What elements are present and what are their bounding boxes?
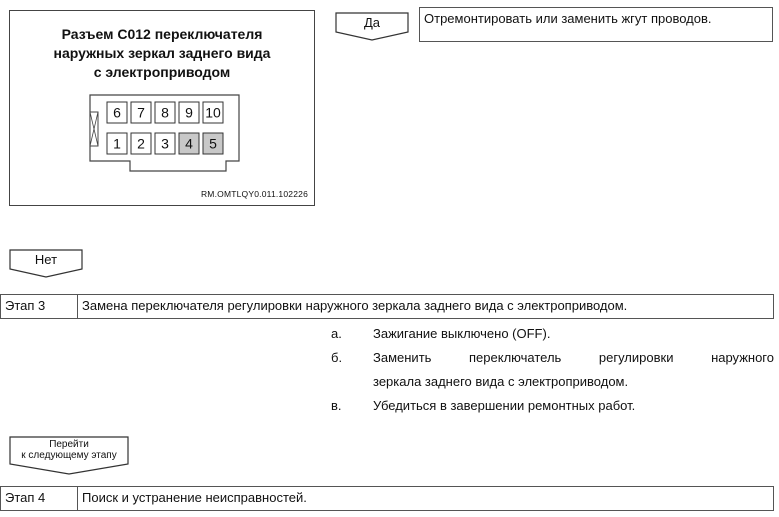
step-4-title: Поиск и устранение неисправностей. xyxy=(82,490,307,505)
pin-10-label: 10 xyxy=(205,104,221,121)
yes-result-text: Отремонтировать или заменить жгут проводов. xyxy=(419,7,773,42)
yes-button[interactable] xyxy=(335,12,409,42)
instruction-letter-c: в. xyxy=(331,398,342,413)
instruction-letter-b: б. xyxy=(331,350,343,365)
pin-5-label: 5 xyxy=(209,135,217,152)
next-step-button[interactable] xyxy=(9,436,129,476)
step-3-number: Этап 3 xyxy=(1,295,78,318)
instruction-text-a: Зажигание выключено (OFF). xyxy=(373,326,551,341)
pin-3-label: 3 xyxy=(161,135,169,152)
pin-2-label: 2 xyxy=(137,135,145,152)
step-3-row xyxy=(0,294,774,319)
pin-6-label: 6 xyxy=(113,104,121,121)
reference-code: RM.OMTLQY0.011.102226 xyxy=(200,189,308,199)
pin-9-label: 9 xyxy=(185,104,193,121)
step-4-number: Этап 4 xyxy=(1,487,78,510)
step-3-title: Замена переключателя регулировки наружного зеркала заднего вида с электроприводом. xyxy=(82,298,628,313)
pin-1-label: 1 xyxy=(113,135,121,152)
yes-button-label: Да xyxy=(363,15,381,30)
no-button[interactable] xyxy=(9,249,83,279)
pin-7-label: 7 xyxy=(137,104,145,121)
pin-4-label: 4 xyxy=(185,135,193,152)
connector-diagram xyxy=(9,10,315,206)
pin-8-label: 8 xyxy=(161,104,169,121)
step-4-row xyxy=(0,486,774,511)
instruction-text-b: Заменить переключатель регулировки наружного зеркала заднего вида с электроприводом. xyxy=(373,350,774,389)
next-step-label: Перейти к следующему этапу xyxy=(21,439,117,461)
no-button-label: Нет xyxy=(34,252,58,267)
connector-title: Разъем C012 переключателя наружных зеркал заднего вида с электроприводом xyxy=(53,26,271,80)
instruction-letter-a: а. xyxy=(331,326,342,341)
instruction-text-c: Убедиться в завершении ремонтных работ. xyxy=(373,398,636,413)
